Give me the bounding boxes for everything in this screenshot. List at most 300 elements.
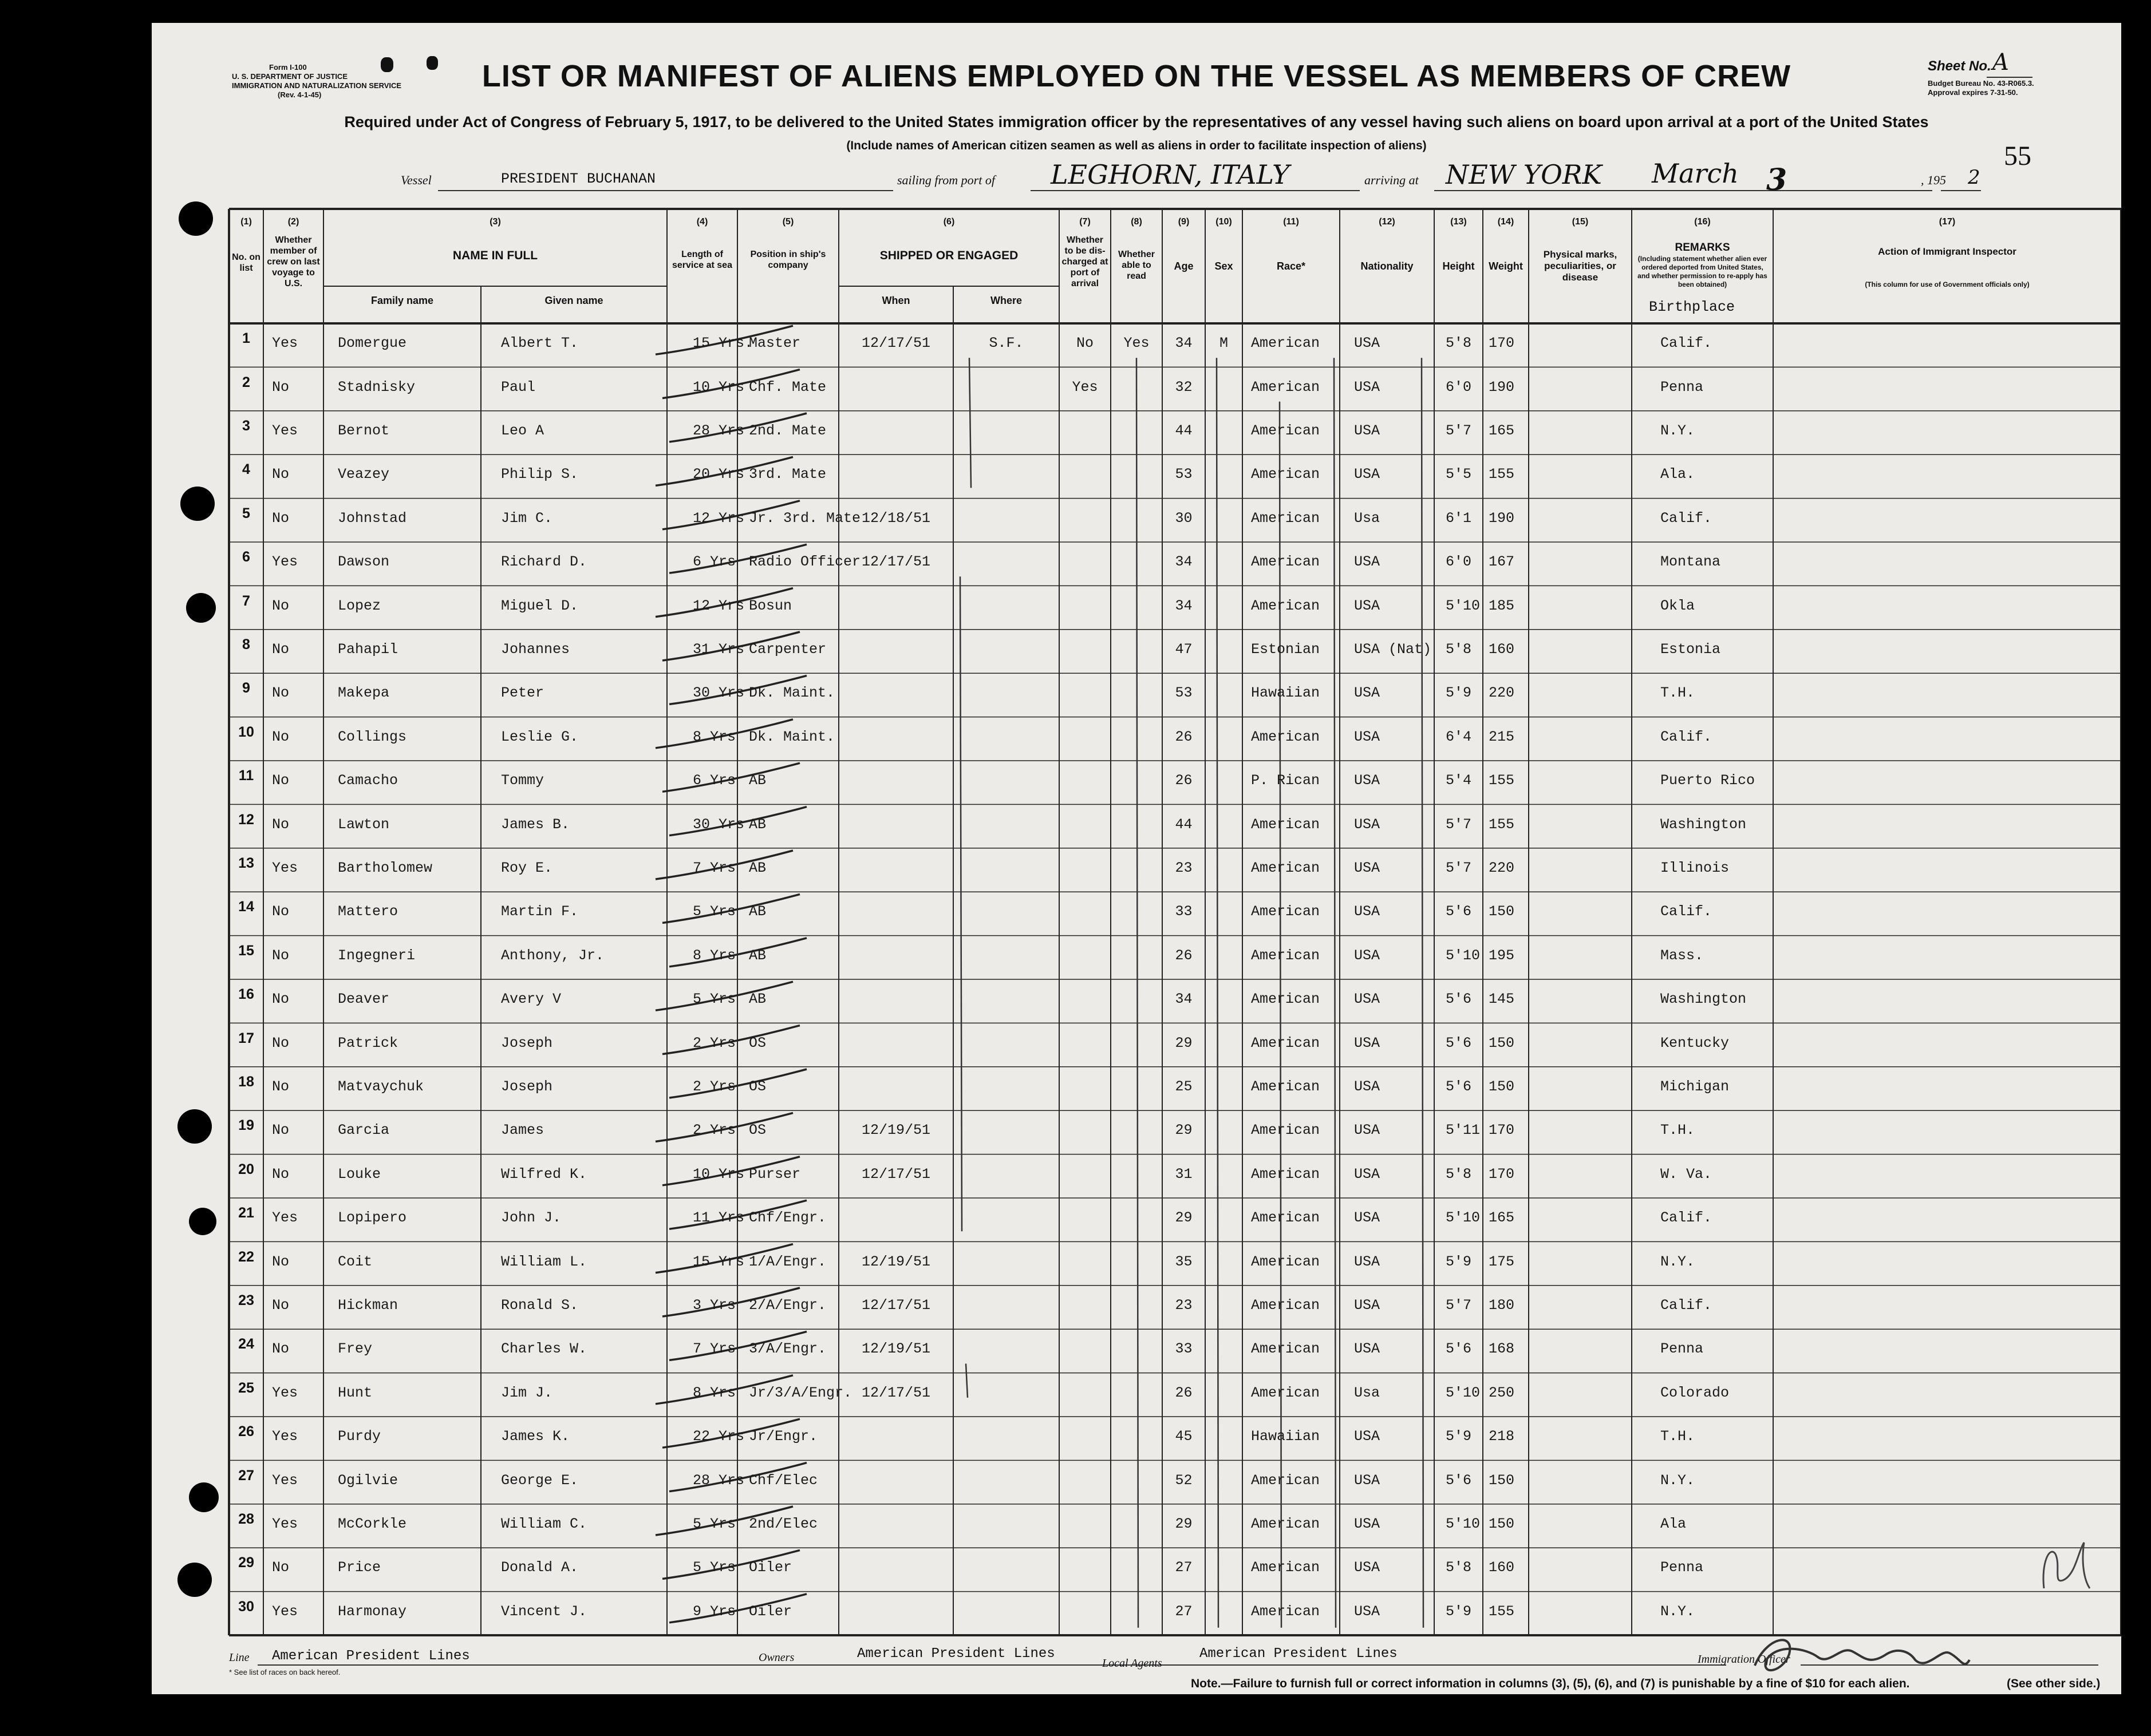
- cell-remarks: Calif.: [1660, 335, 1712, 352]
- cell-weight: 155: [1489, 1603, 1515, 1620]
- header-n12: (12): [1379, 217, 1395, 227]
- cell-service: 3 Yrs: [693, 1297, 736, 1314]
- cell-race: American: [1251, 816, 1320, 833]
- ditto-line: [1136, 358, 1138, 1628]
- cell-age: 27: [1175, 1559, 1193, 1576]
- cell-position: Carpenter: [749, 641, 827, 658]
- cell-nat: Usa: [1354, 1384, 1380, 1401]
- cell-race: Hawaiian: [1251, 685, 1320, 702]
- cell-age: 26: [1175, 728, 1193, 745]
- cell-height: 5'6: [1446, 903, 1472, 920]
- cell-family: Bernot: [338, 422, 390, 439]
- races-note: * See list of races on back hereof.: [229, 1668, 341, 1676]
- cell-remarks: Ala: [1660, 1516, 1687, 1532]
- cell-weight: 155: [1489, 466, 1515, 483]
- row-number: 7: [242, 592, 250, 609]
- cell-service: 15 Yrs: [693, 1253, 745, 1270]
- vessel-name: PRESIDENT BUCHANAN: [501, 171, 656, 187]
- cell-family: Domergue: [338, 335, 407, 352]
- cell-age: 25: [1175, 1078, 1193, 1095]
- cell-family: Coit: [338, 1253, 373, 1270]
- cell-disch: Yes: [1072, 378, 1098, 396]
- cell-age: 34: [1175, 597, 1193, 614]
- cell-prev: Yes: [272, 1472, 298, 1489]
- department-line: U. S. DEPARTMENT OF JUSTICE: [232, 72, 348, 81]
- cell-given: Charles W.: [501, 1340, 587, 1358]
- note-label: Note.: [1191, 1677, 1221, 1690]
- cell-given: James B.: [501, 816, 570, 833]
- cell-position: OS: [749, 1034, 767, 1051]
- cell-given: Martin F.: [501, 903, 579, 920]
- header-h12: Nationality: [1360, 260, 1414, 272]
- cell-height: 5'5: [1446, 466, 1472, 483]
- cell-height: 5'7: [1446, 422, 1472, 439]
- cell-nat: USA: [1354, 816, 1380, 833]
- cell-prev: No: [272, 728, 290, 745]
- header-n15: (15): [1572, 217, 1589, 227]
- cell-given: James K.: [501, 1428, 570, 1445]
- cell-remarks: Michigan: [1660, 1078, 1730, 1095]
- cell-weight: 150: [1489, 1472, 1515, 1489]
- header-h17: Action of Immigrant Inspector: [1878, 246, 2016, 257]
- cell-when: 12/19/51: [861, 1340, 931, 1358]
- cell-service: 28 Yrs: [693, 422, 745, 439]
- cell-nat: USA: [1354, 1603, 1380, 1620]
- cell-age: 53: [1175, 466, 1193, 483]
- row-number: 2: [242, 374, 250, 390]
- budget-number: Budget Bureau No. 43-R065.3.: [1928, 79, 2034, 88]
- cell-age: 29: [1175, 1122, 1193, 1139]
- cell-age: 33: [1175, 903, 1193, 920]
- cell-weight: 145: [1489, 991, 1515, 1008]
- cell-age: 29: [1175, 1209, 1193, 1227]
- cell-nat: USA: [1354, 1253, 1380, 1270]
- cell-remarks: Calif.: [1660, 509, 1712, 527]
- cell-weight: 180: [1489, 1297, 1515, 1314]
- header-h16_note: (Including statement whether alien ever ordered deported from United States, and whether permission to re-apply has been obtained): [1637, 255, 1767, 288]
- cell-race: Hawaiian: [1251, 1428, 1320, 1445]
- cell-remarks: T.H.: [1660, 1428, 1695, 1445]
- cell-when: 12/17/51: [861, 553, 931, 571]
- cell-prev: No: [272, 509, 290, 527]
- header-n17: (17): [1939, 217, 1956, 227]
- cell-service: 31 Yrs: [693, 641, 745, 658]
- cell-position: AB: [749, 991, 767, 1008]
- cell-remarks: Washington: [1660, 816, 1747, 833]
- cell-height: 5'6: [1446, 1078, 1472, 1095]
- cell-family: Veazey: [338, 466, 390, 483]
- cell-position: Jr/Engr.: [749, 1428, 818, 1445]
- cell-weight: 160: [1489, 641, 1515, 658]
- cell-height: 5'10: [1446, 947, 1481, 964]
- cell-weight: 175: [1489, 1253, 1515, 1270]
- cell-position: 3rd. Mate: [749, 466, 827, 483]
- cell-remarks: Washington: [1660, 991, 1747, 1008]
- cell-height: 5'7: [1446, 816, 1472, 833]
- cell-family: Johnstad: [338, 509, 407, 527]
- cell-prev: No: [272, 1559, 290, 1576]
- cell-prev: No: [272, 816, 290, 833]
- punch-hole: [186, 593, 216, 623]
- cell-family: Mattero: [338, 903, 398, 920]
- cell-nat: USA: [1354, 772, 1380, 789]
- cell-family: Pahapil: [338, 641, 398, 658]
- cell-race: American: [1251, 1253, 1320, 1270]
- cell-nat: USA: [1354, 466, 1380, 483]
- cell-weight: 150: [1489, 1034, 1515, 1051]
- header-h11: Race*: [1276, 260, 1306, 272]
- cell-family: Ingegneri: [338, 947, 416, 964]
- cell-height: 5'6: [1446, 1034, 1472, 1051]
- cell-family: Purdy: [338, 1428, 381, 1445]
- cell-service: 20 Yrs: [693, 466, 745, 483]
- cell-service: 5 Yrs: [693, 991, 736, 1008]
- header-h5: Position in ship's company: [750, 250, 826, 270]
- cell-weight: 250: [1489, 1384, 1515, 1401]
- header-n2: (2): [287, 217, 299, 227]
- cell-height: 5'10: [1446, 1209, 1481, 1227]
- header-n6: (6): [943, 217, 955, 227]
- ink-mark: [381, 57, 393, 72]
- cell-prev: Yes: [272, 553, 298, 571]
- cell-nat: USA: [1354, 1034, 1380, 1051]
- cell-nat: USA: [1354, 1559, 1380, 1576]
- cell-family: Matvaychuk: [338, 1078, 424, 1095]
- header-h8: Whether able to read: [1118, 250, 1155, 281]
- header-n9: (9): [1178, 217, 1190, 227]
- cell-remarks: Ala.: [1660, 466, 1695, 483]
- cell-remarks: Colorado: [1660, 1384, 1730, 1401]
- cell-prev: Yes: [272, 1384, 298, 1401]
- line-label: Line: [229, 1651, 250, 1664]
- cell-position: Chf/Elec: [749, 1472, 818, 1489]
- cell-weight: 170: [1489, 1165, 1515, 1183]
- cell-race: American: [1251, 1559, 1320, 1576]
- cell-given: Johannes: [501, 641, 570, 658]
- cell-age: 23: [1175, 1297, 1193, 1314]
- header-h17_note: (This column for use of Government officials only): [1865, 280, 2030, 288]
- cell-position: Radio Officer: [749, 553, 861, 571]
- approval-expiry: Approval expires 7-31-50.: [1928, 88, 2018, 97]
- cell-service: 7 Yrs: [693, 860, 736, 876]
- cell-family: Garcia: [338, 1122, 390, 1139]
- cell-weight: 150: [1489, 1078, 1515, 1095]
- cell-prev: No: [272, 378, 290, 396]
- cell-family: Louke: [338, 1165, 381, 1183]
- row-number: 16: [238, 986, 254, 1003]
- cell-given: Albert T.: [501, 335, 579, 352]
- cell-age: 44: [1175, 816, 1193, 833]
- row-number: 24: [238, 1336, 254, 1353]
- cell-age: 52: [1175, 1472, 1193, 1489]
- cell-given: Vincent J.: [501, 1603, 587, 1620]
- cell-remarks: Estonia: [1660, 641, 1721, 658]
- cell-prev: No: [272, 1078, 290, 1095]
- cell-race: American: [1251, 1034, 1320, 1051]
- cell-position: Chf/Engr.: [749, 1209, 827, 1227]
- cell-remarks: T.H.: [1660, 685, 1695, 702]
- cell-prev: No: [272, 1253, 290, 1270]
- cell-service: 9 Yrs: [693, 1603, 736, 1620]
- cell-prev: No: [272, 991, 290, 1008]
- form-number: Form I-100: [269, 63, 307, 72]
- cell-given: Miguel D.: [501, 597, 579, 614]
- cell-race: American: [1251, 553, 1320, 571]
- cell-family: Hunt: [338, 1384, 373, 1401]
- cell-position: Jr. 3rd. Mate: [749, 509, 861, 527]
- cell-remarks: Calif.: [1660, 728, 1712, 745]
- cell-race: American: [1251, 597, 1320, 614]
- cell-height: 5'10: [1446, 597, 1481, 614]
- cell-remarks: T.H.: [1660, 1122, 1695, 1139]
- cell-nat: USA: [1354, 1340, 1380, 1358]
- cell-remarks: N.Y.: [1660, 422, 1695, 439]
- row-number: 26: [238, 1423, 254, 1440]
- cell-remarks: Calif.: [1660, 903, 1712, 920]
- row-number: 20: [238, 1161, 254, 1177]
- row-number: 30: [238, 1598, 254, 1615]
- cell-race: American: [1251, 903, 1320, 920]
- cell-prev: No: [272, 947, 290, 964]
- cell-height: 5'10: [1446, 1516, 1481, 1532]
- cell-weight: 165: [1489, 422, 1515, 439]
- cell-weight: 170: [1489, 1122, 1515, 1139]
- cell-nat: USA (Nat): [1354, 641, 1432, 658]
- cell-family: Dawson: [338, 553, 390, 571]
- cell-position: Dk. Maint.: [749, 728, 835, 745]
- cell-remarks: W. Va.: [1660, 1165, 1712, 1183]
- cell-height: 5'8: [1446, 641, 1472, 658]
- cell-race: American: [1251, 991, 1320, 1008]
- header-n7: (7): [1079, 217, 1091, 227]
- punch-hole: [189, 1482, 219, 1512]
- manifest-sheet: [152, 23, 2121, 1694]
- cell-given: James: [501, 1122, 544, 1139]
- arrival-month: March: [1652, 158, 1739, 189]
- ditto-line: [1217, 358, 1218, 1628]
- cell-service: 28 Yrs: [693, 1472, 745, 1489]
- cell-age: 34: [1175, 553, 1193, 571]
- cell-nat: Usa: [1354, 509, 1380, 527]
- cell-age: 47: [1175, 641, 1193, 658]
- row-number: 3: [242, 418, 250, 434]
- cell-position: Dk. Maint.: [749, 685, 835, 702]
- cell-height: 5'10: [1446, 1384, 1481, 1401]
- cell-height: 5'6: [1446, 1340, 1472, 1358]
- punch-hole: [180, 487, 215, 521]
- cell-prev: No: [272, 1297, 290, 1314]
- cell-given: Tommy: [501, 772, 544, 789]
- cell-race: American: [1251, 728, 1320, 745]
- cell-weight: 190: [1489, 509, 1515, 527]
- header-n14: (14): [1497, 217, 1514, 227]
- cell-position: AB: [749, 903, 767, 920]
- row-number: 28: [238, 1511, 254, 1527]
- cell-weight: 215: [1489, 728, 1515, 745]
- cell-remarks: Penna: [1660, 1340, 1704, 1358]
- cell-age: 23: [1175, 860, 1193, 876]
- header-h3a: Family name: [370, 295, 434, 306]
- cell-prev: Yes: [272, 1516, 298, 1532]
- cell-service: 5 Yrs: [693, 1559, 736, 1576]
- cell-prev: No: [272, 466, 290, 483]
- cell-age: 30: [1175, 509, 1193, 527]
- header-h15: Physical marks, peculiarities, or disease: [1543, 249, 1617, 283]
- cell-position: Oiler: [749, 1559, 792, 1576]
- cell-age: 53: [1175, 685, 1193, 702]
- cell-prev: No: [272, 685, 290, 702]
- cell-family: Makepa: [338, 685, 390, 702]
- sheet-value: A: [1992, 49, 2009, 76]
- cell-weight: 220: [1489, 860, 1515, 876]
- cell-given: Leslie G.: [501, 728, 579, 745]
- vessel-label: Vessel: [401, 173, 432, 187]
- header-n1: (1): [240, 217, 252, 227]
- cell-when: 12/17/51: [861, 335, 931, 352]
- cell-position: Master: [749, 335, 801, 352]
- officer-label: Immigration Officer: [1698, 1653, 1790, 1666]
- cell-prev: No: [272, 597, 290, 614]
- header-h6b: Where: [990, 295, 1022, 306]
- cell-given: Leo A: [501, 422, 544, 439]
- agents-underline: [1182, 1664, 1726, 1666]
- header-h3: NAME IN FULL: [452, 249, 538, 262]
- cell-nat: USA: [1354, 1297, 1380, 1314]
- sailing-label: sailing from port of: [897, 173, 995, 187]
- page-title: LIST OR MANIFEST OF ALIENS EMPLOYED ON THE VESSEL AS MEMBERS OF CREW: [481, 59, 1791, 93]
- header-n10: (10): [1215, 217, 1232, 227]
- ink-mark: [427, 56, 438, 70]
- cell-family: Camacho: [338, 772, 398, 789]
- cell-race: American: [1251, 422, 1320, 439]
- cell-service: 6 Yrs: [693, 553, 736, 571]
- cell-remarks: Calif.: [1660, 1297, 1712, 1314]
- cell-height: 5'8: [1446, 1165, 1472, 1183]
- cell-remarks: Montana: [1660, 553, 1721, 571]
- row-number: 6: [242, 549, 250, 566]
- line-value: American President Lines: [272, 1648, 470, 1664]
- cell-when: 12/17/51: [861, 1384, 931, 1401]
- cell-nat: USA: [1354, 685, 1380, 702]
- row-number: 13: [238, 855, 254, 871]
- cell-family: Harmonay: [338, 1603, 407, 1620]
- cell-age: 34: [1175, 335, 1193, 352]
- cell-given: Jim C.: [501, 509, 553, 527]
- cell-age: 45: [1175, 1428, 1193, 1445]
- cell-when: 12/17/51: [861, 1165, 931, 1183]
- cell-race: Estonian: [1251, 641, 1320, 658]
- cell-remarks: Illinois: [1660, 860, 1730, 876]
- row-number: 29: [238, 1555, 254, 1571]
- cell-height: 5'6: [1446, 991, 1472, 1008]
- cell-family: Lawton: [338, 816, 390, 833]
- cell-race: American: [1251, 1603, 1320, 1620]
- header-h6a: When: [882, 295, 910, 306]
- ditto-line: [1334, 358, 1336, 1628]
- cell-race: American: [1251, 509, 1320, 527]
- cell-race: American: [1251, 335, 1320, 352]
- cell-family: Bartholomew: [338, 860, 433, 876]
- row-number: 21: [238, 1205, 254, 1221]
- cell-family: Frey: [338, 1340, 373, 1358]
- row-number: 5: [242, 505, 250, 521]
- cell-prev: No: [272, 641, 290, 658]
- cell-service: 12 Yrs: [693, 509, 745, 527]
- cell-family: Deaver: [338, 991, 390, 1008]
- cell-prev: Yes: [272, 1428, 298, 1445]
- cell-service: 7 Yrs: [693, 1340, 736, 1358]
- cell-position: AB: [749, 860, 767, 876]
- cell-height: 5'7: [1446, 860, 1472, 876]
- cell-remarks: Puerto Rico: [1660, 772, 1755, 789]
- cell-position: 2/A/Engr.: [749, 1297, 827, 1314]
- row-number: 10: [238, 723, 254, 740]
- cell-service: 30 Yrs: [693, 816, 745, 833]
- row-number: 11: [238, 768, 254, 784]
- cell-family: McCorkle: [338, 1516, 407, 1532]
- ditto-line: [969, 358, 971, 488]
- cell-given: Peter: [501, 685, 544, 702]
- cell-given: John J.: [501, 1209, 562, 1227]
- cell-age: 34: [1175, 991, 1193, 1008]
- cell-family: Price: [338, 1559, 381, 1576]
- cell-height: 5'8: [1446, 335, 1472, 352]
- header-h4: Length of service at sea: [672, 250, 732, 270]
- cell-read: Yes: [1123, 335, 1150, 352]
- cell-family: Hickman: [338, 1297, 398, 1314]
- cell-height: 6'0: [1446, 378, 1472, 396]
- cell-height: 5'9: [1446, 1603, 1472, 1620]
- service-line: IMMIGRATION AND NATURALIZATION SERVICE: [232, 81, 402, 90]
- cell-race: American: [1251, 1297, 1320, 1314]
- owners-value: American President Lines: [857, 1646, 1055, 1662]
- cell-nat: USA: [1354, 553, 1380, 571]
- cell-weight: 150: [1489, 903, 1515, 920]
- row-number: 12: [238, 811, 254, 828]
- agents-value: American President Lines: [1199, 1646, 1398, 1662]
- header-h16: REMARKS: [1675, 242, 1730, 254]
- cell-service: 5 Yrs: [693, 903, 736, 920]
- cell-given: Paul: [501, 378, 536, 396]
- row-number: 27: [238, 1467, 254, 1484]
- handwritten-initial: [2035, 1534, 2098, 1597]
- cell-nat: USA: [1354, 947, 1380, 964]
- arrival-day: 3: [1766, 163, 1787, 197]
- header-h13: Height: [1442, 260, 1475, 272]
- cell-position: OS: [749, 1122, 767, 1139]
- header-n4: (4): [696, 217, 708, 227]
- cell-weight: 160: [1489, 1559, 1515, 1576]
- cell-nat: USA: [1354, 597, 1380, 614]
- cell-given: Joseph: [501, 1034, 553, 1051]
- header-n3: (3): [490, 217, 501, 227]
- cell-given: Roy E.: [501, 860, 553, 876]
- owners-label: Owners: [759, 1651, 795, 1664]
- header-h10: Sex: [1214, 260, 1233, 272]
- cell-remarks: N.Y.: [1660, 1603, 1695, 1620]
- cell-nat: USA: [1354, 1078, 1380, 1095]
- header-h14: Weight: [1489, 260, 1523, 272]
- cell-weight: 190: [1489, 378, 1515, 396]
- cell-prev: No: [272, 1165, 290, 1183]
- cell-remarks: N.Y.: [1660, 1472, 1695, 1489]
- cell-given: Jim J.: [501, 1384, 553, 1401]
- cell-given: Donald A.: [501, 1559, 579, 1576]
- cell-given: William C.: [501, 1516, 587, 1532]
- cell-service: 8 Yrs: [693, 947, 736, 964]
- row-number: 18: [238, 1074, 254, 1090]
- cell-given: Ronald S.: [501, 1297, 579, 1314]
